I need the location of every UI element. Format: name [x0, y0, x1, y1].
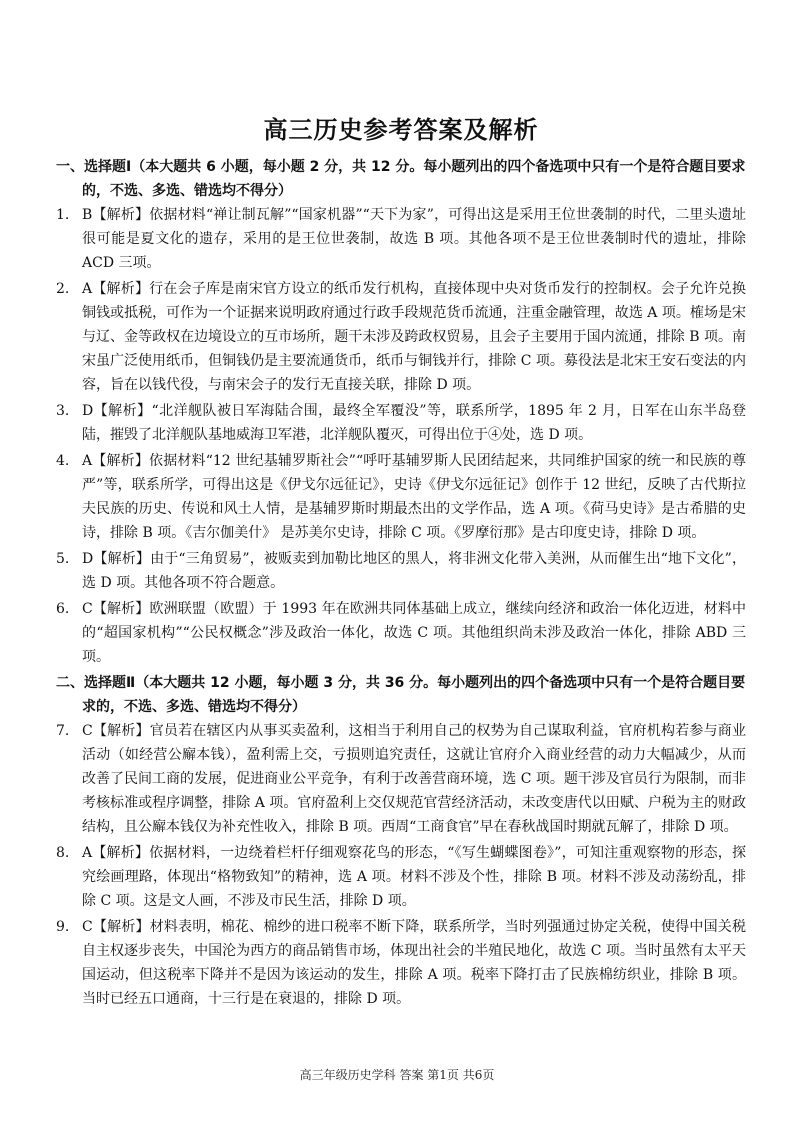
item-text: A【解析】行在会子库是南宋官方设立的纸币发行机构，直接体现中央对货币发行的控制权。会子允许兑换铜钱或抵税，可作为一个证据来说明政府通过行政手段规范货币流通，注重金融管理，故选 A 项。榷场是宋与辽、金等政权在边境设立的互市场所，题干未涉及跨政权贸易，且会子主要用于国内流通，排除 B 项。南宋虽广泛使用纸币，但铜钱仍是主要流通货币，纸币与铜钱并行，排除 C 项。募役法是北宋王安石变法的内容，旨在以钱代役，与南宋会子的发行无直接关联，排除 D 项。	[82, 281, 746, 393]
item-number: 6.	[56, 601, 70, 617]
item-number: 1.	[56, 207, 70, 223]
item-text: A【解析】依据材料“12 世纪基辅罗斯社会”“呼吁基辅罗斯人民团结起来，共同维护国家的统一和民族的尊严”等，联系所学，可得出这是《伊戈尔远征记》，史诗《伊戈尔远征记》创作于 12 世纪，反映了古代斯拉夫民族的历史、传说和风土人情，是基辅罗斯时期最杰出的文学作品，选 A 项。《荷马史诗》是古希腊的史诗，排除 B 项。《吉尔伽美什》 是苏美尔史诗，排除 C 项。《罗摩衍那》是古印度史诗，排除 D 项。	[82, 453, 746, 541]
answer-item-2	[56, 277, 746, 397]
answer-item-3	[56, 399, 746, 447]
item-text: B【解析】依据材料“禅让制瓦解”“国家机器”“天下为家”，可得出这是采用王位世袭制的时代，二里头遗址很可能是夏文化的遗存，采用的是王位世袭制，故选 B 项。其他各项不是王位世袭制时代的遗址，排除 ACD 三项。	[82, 207, 746, 271]
answer-item-8	[56, 841, 746, 913]
answer-item-4	[56, 449, 746, 545]
answer-item-6	[56, 597, 746, 669]
item-text: C【解析】材料表明，棉花、棉纱的进口税率不断下降，联系所学，当时列强通过协定关税，使得中国关税自主权逐步丧失，中国沦为西方的商品销售市场，体现出社会的半殖民地化，故选 C 项。当时虽然有太平天国运动，但这税率下降并不是因为该运动的发生，排除 A 项。税率下降打击了民族棉纺织业，排除 B 项。当时已经五口通商，十三行是在衰退的，排除 D 项。	[82, 919, 746, 1007]
item-number: 5.	[56, 551, 70, 567]
section-heading-choice-2: 二、选择题Ⅱ（本大题共 12 小题，每小题 3 分，共 36 分。每小题列出的四个备选项中只有一个是符合题目要求的，不选、多选、错选均不得分）	[56, 675, 746, 715]
item-text: C【解析】欧洲联盟（欧盟）于 1993 年在欧洲共同体基础上成立，继续向经济和政治一体化迈进，材料中的“超国家机构”“公民权概念”涉及政治一体化，故选 C 项。其他组织尚未涉及政治一体化，排除 ABD 三项。	[82, 601, 746, 665]
item-number: 9.	[56, 919, 70, 935]
item-text: D【解析】由于“三角贸易”，被贩卖到加勒比地区的黑人，将非洲文化带入美洲，从而催生出“地下文化”，选 D 项。其他各项不符合题意。	[82, 551, 746, 591]
answer-item-9	[56, 915, 746, 1011]
page-title: 高三历史参考答案及解析	[263, 116, 539, 144]
section-choice-1	[56, 203, 746, 669]
item-number: 7.	[56, 723, 70, 739]
section-heading-choice-1: 一、选择题Ⅰ（本大题共 6 小题，每小题 2 分，共 12 分。每小题列出的四个备选项中只有一个是符合题目要求的，不选、多选、错选均不得分）	[56, 159, 746, 199]
item-text: D【解析】“北洋舰队被日军海陆合围，最终全军覆没”等，联系所学，1895 年 2 月，日军在山东半岛登陆，摧毁了北洋舰队基地威海卫军港，北洋舰队覆灭，可得出位于④处，选 D 项。	[82, 403, 746, 443]
item-text: A【解析】依据材料，一边绕着栏杆仔细观察花鸟的形态，“《写生蝴蝶图卷》”，可知注重观察物的形态，探究绘画理路，体现出“格物致知”的精神，选 A 项。材料不涉及个性，排除 B 项。材料不涉及动荡纷乱，排除 C 项。这是文人画，不涉及市民生活，排除 D 项。	[82, 845, 746, 909]
item-number: 4.	[56, 453, 70, 469]
item-number: 8.	[56, 845, 70, 861]
item-text: C【解析】官员若在辖区内从事买卖盈利，这相当于利用自己的权势为自己谋取利益，官府机构若参与商业活动（如经营公廨本钱），盈利需上交，亏损则追究责任，这就让官府介入商业经营的动力大幅减少，从而改善了民间工商的发展，促进商业公平竞争，有利于改善营商环境，选 C 项。题干涉及官员行为限制，而非考核标准或程序调整，排除 A 项。官府盈利上交仅规范官营经济活动，未改变唐代以田赋、户税为主的财政结构，且公廨本钱仅为补充性收入，排除 B 项。西周“工商食官”早在春秋战国时期就瓦解了，排除 D 项。	[82, 723, 746, 835]
item-number: 2.	[56, 281, 70, 297]
answer-item-1	[56, 203, 746, 275]
answer-item-5	[56, 547, 746, 595]
item-number: 3.	[56, 403, 70, 419]
answer-item-7	[56, 719, 746, 839]
section-choice-2	[56, 719, 746, 1011]
page-footer: 高三年级历史学科 答案 第1页 共6页	[299, 1068, 495, 1082]
